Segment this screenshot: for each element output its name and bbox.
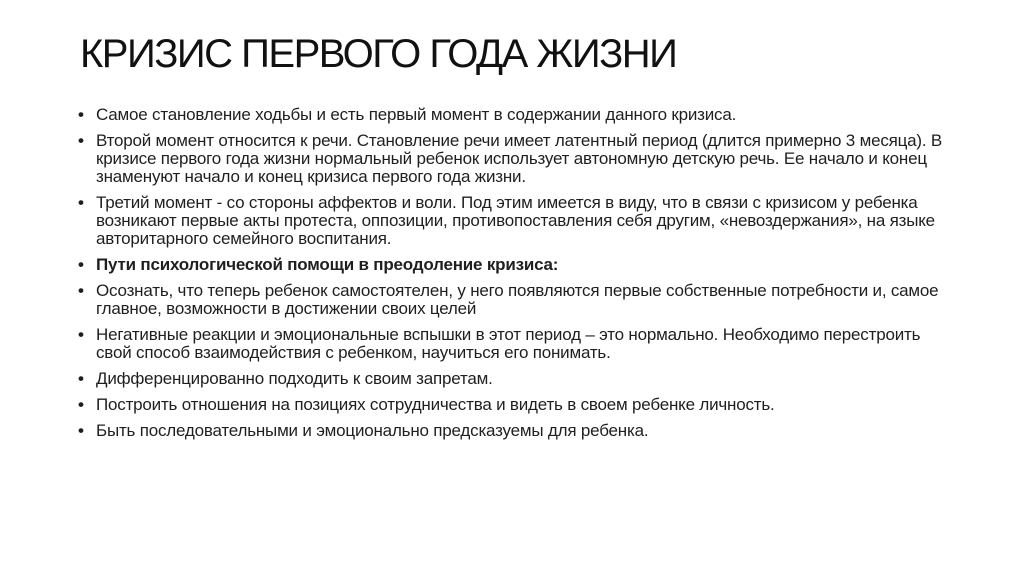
bullet-icon: •	[78, 369, 84, 388]
bullet-icon: •	[78, 255, 84, 274]
bullet-item-prohibitions	[78, 370, 958, 388]
bullet-text: Быть последовательными и эмоционально предсказуемы для ребенка.	[96, 421, 649, 440]
bullet-item-speech	[78, 132, 958, 186]
bullet-icon: •	[78, 325, 84, 344]
bullet-icon: •	[78, 105, 84, 124]
bullet-text: Осознать, что теперь ребенок самостоятелен, у него появляются первые собственные потребности и, самое главное, возможности в достижении своих целей	[96, 281, 939, 318]
bullet-item-cooperation	[78, 396, 958, 414]
bullet-text: Пути психологической помощи в преодоление кризиса:	[96, 255, 559, 274]
bullet-text: Второй момент относится к речи. Становление речи имеет латентный период (длится примерно 3 месяца). В кризисе первого года жизни нормальный ребенок использует автономную детскую речь. Ее начало и конец знаменуют начало и конец кризиса первого года жизни.	[96, 131, 943, 186]
bullet-icon: •	[78, 395, 84, 414]
bullet-icon: •	[78, 131, 84, 150]
bullet-text: Третий момент - со стороны аффектов и воли. Под этим имеется в виду, что в связи с кризисом у ребенка возникают первые акты протеста, оппозиции, противопоставления себя другим, «невоздержания», на языке авторитарного семейного воспитания.	[96, 193, 935, 248]
bullet-text: Самое становление ходьбы и есть первый момент в содержании данного кризиса.	[96, 105, 737, 124]
bullet-text: Дифференцированно подходить к своим запретам.	[96, 369, 493, 388]
bullet-item-consistency	[78, 422, 958, 440]
bullet-item-negative-reactions	[78, 326, 958, 362]
bullet-item-walking	[78, 106, 958, 124]
bullet-item-independence	[78, 282, 958, 318]
slide-title: КРИЗИС ПЕРВОГО ГОДА ЖИЗНИ	[80, 32, 677, 76]
bullet-icon: •	[78, 421, 84, 440]
bullet-text: Негативные реакции и эмоциональные вспышки в этот период – это нормально. Необходимо перестроить свой способ взаимодействия с ребенком, научиться его понимать.	[96, 325, 921, 362]
bullet-list	[78, 106, 958, 448]
bullet-icon: •	[78, 193, 84, 212]
bullet-text: Построить отношения на позициях сотрудничества и видеть в своем ребенке личность.	[96, 395, 775, 414]
bullet-item-help-heading	[78, 256, 958, 274]
bullet-item-affects	[78, 194, 958, 248]
bullet-icon: •	[78, 281, 84, 300]
